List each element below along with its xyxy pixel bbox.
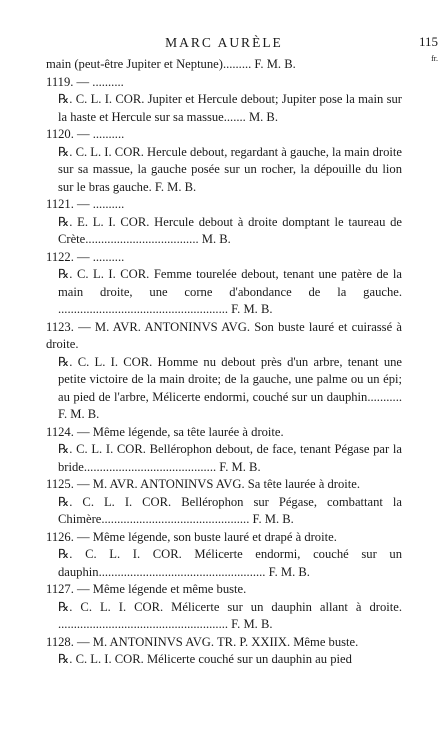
entry-reverse-1125: ℞. C. L. I. COR. Bellérophon sur Pégase, combattant la Chimère............................................... F. M. B. <box>58 494 402 526</box>
entry-reverse-1123: ℞. C. L. I. COR. Homme nu debout près d'un arbre, tenant une petite victoire de la main droite; de la gauche, une palme ou un épi; au pied de l'arbre, Mélicerte endormi, couché sur un dauphin........... F. M. B. <box>58 354 402 421</box>
entry-reverse-1120: ℞. C. L. I. COR. Hercule debout, regardant à gauche, la main droite sur sa massue, la gauche posée sur un rocher, la dépouille du lion sur le bras gauche. F. M. B. <box>58 144 402 194</box>
entry-number-1127: 1127. — Même légende et même buste. <box>46 582 247 596</box>
entry-number-1125: 1125. — M. AVR. ANTONINVS AVG. Sa tête laurée à droite. <box>46 477 361 491</box>
fr-mark: fr. <box>431 54 438 63</box>
catalogue-body <box>46 56 402 669</box>
page-number: 115 <box>418 34 438 49</box>
running-title: MARC AURÈLE <box>165 35 283 50</box>
entry-reverse-1121: ℞. E. L. I. COR. Hercule debout à droite domptant le taureau de Crète.................................... M. B. <box>58 214 402 246</box>
entry-number-1121: 1121. — .......... <box>46 197 125 211</box>
entry-reverse-1119: ℞. C. L. I. COR. Jupiter et Hercule debout; Jupiter pose la main sur la haste et Hercule sur sa massue....... M. B. <box>58 92 402 124</box>
entry-number-1120: 1120. — .......... <box>46 127 125 141</box>
entry-reverse-1127: ℞. C. L. I. COR. Mélicerte sur un dauphin allant à droite. ...................................................... F. M. B. <box>58 599 402 631</box>
entry-reverse-1124: ℞. C. L. I. COR. Bellérophon debout, de face, tenant Pégase par la bride.......................................... F. M. B. <box>58 442 402 474</box>
entry-number-1119: 1119. — .......... <box>46 74 124 89</box>
entry-number-1126: 1126. — Même légende, son buste lauré et drapé à droite. <box>46 529 337 544</box>
page-header <box>46 0 438 63</box>
entry-number-1122: 1122. — .......... <box>46 249 125 264</box>
entry-number-1124: 1124. — Même légende, sa tête laurée à droite. <box>46 424 284 439</box>
entry-number-1123: 1123. — M. AVR. ANTONINVS AVG. Son buste lauré et cuirassé à droite. <box>46 319 402 351</box>
entry-number-1128: 1128. — M. ANTONINVS AVG. TR. P. XXIIX. Même buste. <box>46 634 359 649</box>
entry-reverse-1128: ℞. C. L. I. COR. Mélicerte couché sur un dauphin au pied <box>58 652 352 666</box>
entry-reverse-1126: ℞. C. L. I. COR. Mélicerte endormi, couché sur un dauphin..................................................... F. M. B. <box>58 547 402 579</box>
entry-reverse-1122: ℞. C. L. I. COR. Femme tourelée debout, tenant une patère de la main droite, une corne d'abondance de la gauche. ...................................................... F. M. B. <box>58 267 402 316</box>
entry-continuation: main (peut-être Jupiter et Neptune)......... F. M. B. <box>46 57 296 71</box>
